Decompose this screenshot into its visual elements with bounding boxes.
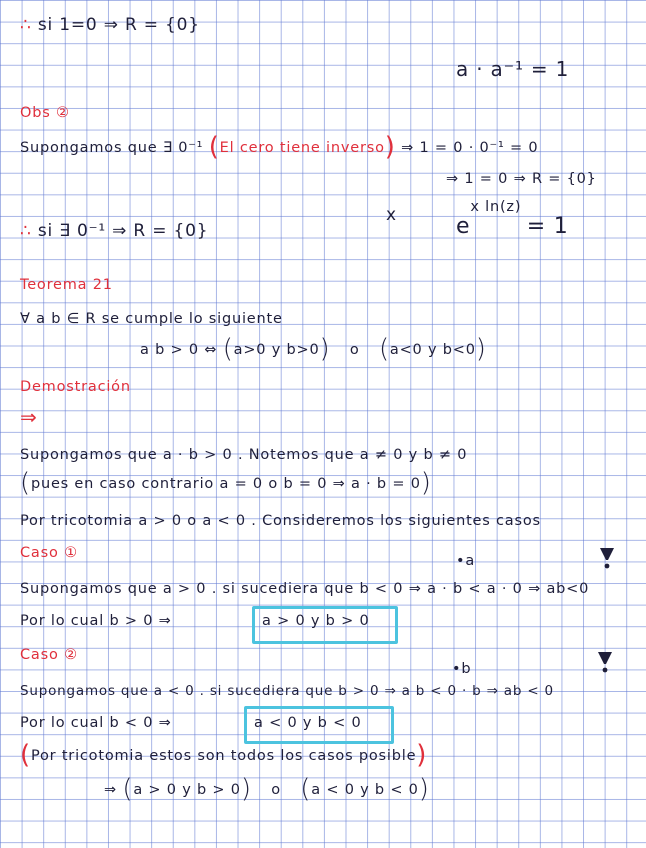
equivalence-group-2: a<0 y b<0 — [389, 342, 476, 358]
line-suppose-zero-inverse: Supongamos que ∃ 0⁻¹ (El cero tiene inverso) ⇒ 1 = 0 · 0⁻¹ = 0 — [20, 132, 539, 162]
line-trichotomy: Por tricotomia a > 0 o a < 0 . Consideremos los siguientes casos — [20, 513, 541, 529]
all-cases-text: Por tricotomia estos son todos los casos posible — [30, 748, 417, 764]
line-all-cases: (Por tricotomia estos son todos los casos posible) — [20, 740, 428, 770]
line-case-1-result: Por lo cual b > 0 ⇒ — [20, 613, 172, 629]
exp-base: e — [456, 214, 471, 239]
equivalence-left: a b > 0 ⇔ — [140, 342, 218, 358]
line-final-conclusion: ⇒ (a > 0 y b > 0) o (a < 0 y b < 0) — [104, 774, 430, 804]
forward-implication-arrow: ⇒ — [20, 405, 38, 429]
line-case-2-result: Por lo cual b < 0 ⇒ — [20, 715, 172, 731]
case-1-number: ① — [64, 545, 78, 561]
line-therefore-conclusion — [20, 16, 200, 34]
case-1-label: Caso — [20, 545, 59, 561]
therefore-symbol-2: ∴ — [20, 221, 32, 241]
final-group-2: a < 0 y b < 0 — [311, 782, 419, 798]
exp-power: x ln(z) — [470, 199, 522, 215]
x-mark: x — [386, 205, 397, 225]
theorem-statement: ∀ a b ∈ R se cumple lo siguiente — [20, 311, 283, 327]
theorem-heading: Teorema 21 — [20, 277, 113, 293]
case-1-heading — [20, 544, 78, 562]
inverse-identity-equation: a · a⁻¹ = 1 — [456, 57, 570, 81]
exp-rhs: = 1 — [526, 214, 569, 239]
case-2-heading — [20, 646, 78, 664]
point-a-mark: •a — [456, 553, 476, 569]
conclusion-text: si 1=0 ⇒ R = {0} — [37, 15, 200, 35]
final-group-1: a > 0 y b > 0 — [133, 782, 241, 798]
equivalence-or: o — [349, 342, 360, 358]
case-2-number: ② — [64, 647, 78, 663]
case-1-boxed-text: a > 0 y b > 0 — [262, 613, 370, 629]
final-arrow: ⇒ — [104, 782, 117, 798]
theorem-equivalence: a b > 0 ⇔ (a>0 y b>0) o (a<0 y b<0) — [140, 334, 487, 364]
equivalence-group-1: a>0 y b>0 — [233, 342, 320, 358]
point-b-mark: •b — [452, 661, 472, 677]
line-suppose-ab-positive: Supongamos que a · b > 0 . Notemos que a ≠ 0 y b ≠ 0 — [20, 447, 468, 463]
line-therefore-if-inverse — [20, 222, 208, 240]
case-2-label: Caso — [20, 647, 59, 663]
line-case-1-suppose: Supongamos que a > 0 . si sucediera que b < 0 ⇒ a · b < a · 0 ⇒ ab<0 — [20, 581, 590, 597]
exclamation-mark-icon — [598, 546, 616, 570]
therefore-symbol: ∴ — [20, 15, 32, 35]
proof-heading: Demostración — [20, 379, 131, 395]
case-2-boxed-text: a < 0 y b < 0 — [254, 715, 362, 731]
line-implies-trivial-ring: ⇒ 1 = 0 ⇒ R = {0} — [446, 171, 597, 187]
red-note: El cero tiene inverso — [219, 140, 385, 156]
suppose-suffix: ⇒ 1 = 0 · 0⁻¹ = 0 — [401, 140, 539, 156]
exponential-equation — [456, 198, 569, 239]
otherwise-text: pues en caso contrario a = 0 o b = 0 ⇒ a · b = 0 — [30, 476, 421, 492]
line-case-2-suppose: Supongamos que a < 0 . si sucediera que b > 0 ⇒ a b < 0 · b ⇒ ab < 0 — [20, 683, 554, 699]
if-inverse-text: si ∃ 0⁻¹ ⇒ R = {0} — [37, 221, 209, 241]
obs-number: ② — [56, 105, 70, 121]
final-or: o — [271, 782, 281, 798]
exclamation-mark-icon-2 — [596, 650, 614, 674]
suppose-prefix: Supongamos que ∃ 0⁻¹ — [20, 140, 204, 156]
obs-label: Obs — [20, 105, 51, 121]
observation-heading — [20, 104, 70, 122]
line-otherwise-case: (pues en caso contrario a = 0 o b = 0 ⇒ a · b = 0) — [20, 468, 432, 498]
